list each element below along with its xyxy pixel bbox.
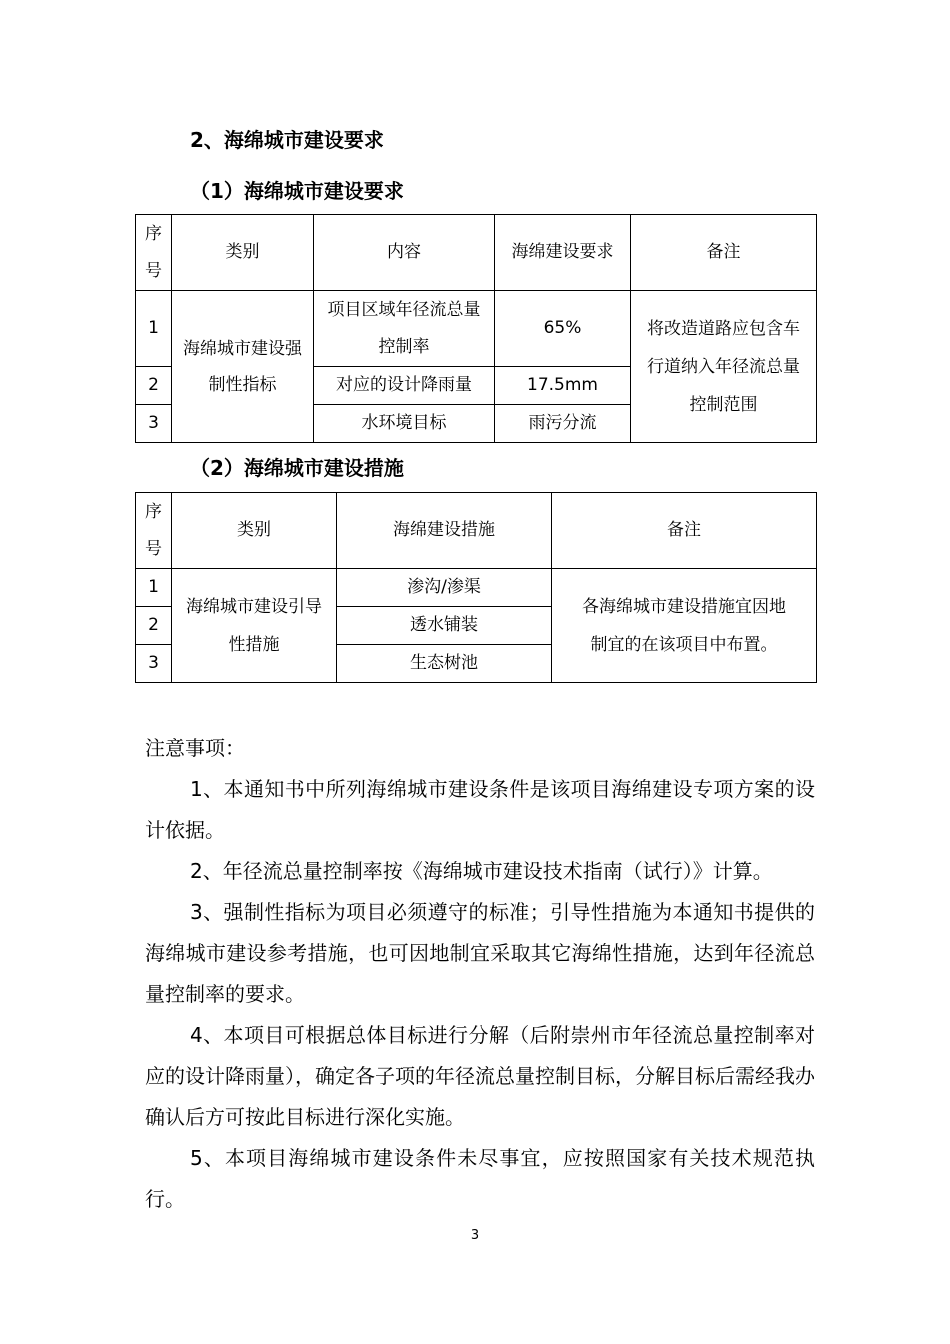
table-row (136, 569, 817, 607)
category-cell: 海绵城市建设引导性措施 (172, 569, 337, 683)
content-cell: 对应的设计降雨量 (314, 367, 495, 405)
requirement-cell: 65% (495, 291, 631, 367)
note-item: 3、强制性指标为项目必须遵守的标准；引导性措施为本通知书提供的海绵城市建设参考措施，也可因地制宜采取其它海绵性措施，达到年径流总量控制率的要求。 (145, 900, 815, 1006)
measure-cell: 渗沟/渗渠 (337, 569, 552, 607)
note-item: 1、本通知书中所列海绵城市建设条件是该项目海绵建设专项方案的设计依据。 (145, 777, 815, 842)
row-seq: 1 (136, 569, 172, 607)
header-requirement: 海绵建设要求 (495, 215, 631, 291)
notes-title: 注意事项： (145, 736, 245, 760)
row-seq: 1 (136, 291, 172, 367)
content-cell: 项目区域年径流总量控制率 (314, 291, 495, 367)
row-seq: 2 (136, 367, 172, 405)
requirements-table (135, 214, 817, 443)
remark-cell: 各海绵城市建设措施宜因地制宜的在该项目中布置。 (552, 569, 817, 683)
header-category: 类别 (172, 215, 314, 291)
row-seq: 3 (136, 645, 172, 683)
header-category: 类别 (172, 493, 337, 569)
requirement-cell: 17.5mm (495, 367, 631, 405)
header-seq: 序号 (136, 493, 172, 569)
note-item: 2、年径流总量控制率按《海绵城市建设技术指南（试行）》计算。 (190, 859, 773, 883)
header-measure: 海绵建设措施 (337, 493, 552, 569)
table-header-row (136, 493, 817, 569)
note-item: 4、本项目可根据总体目标进行分解（后附崇州市年径流总量控制率对应的设计降雨量），确定各子项的年径流总量控制目标，分解目标后需经我办确认后方可按此目标进行深化实施。 (145, 1023, 815, 1129)
row-seq: 2 (136, 607, 172, 645)
note-item: 5、本项目海绵城市建设条件未尽事宜，应按照国家有关技术规范执行。 (145, 1146, 815, 1211)
table2-heading: （2）海绵城市建设措施 (190, 456, 404, 480)
header-remark: 备注 (552, 493, 817, 569)
row-seq: 3 (136, 405, 172, 443)
header-seq: 序号 (136, 215, 172, 291)
section-heading: 2、海绵城市建设要求 (190, 128, 384, 152)
content-cell: 水环境目标 (314, 405, 495, 443)
measure-cell: 透水铺装 (337, 607, 552, 645)
header-content: 内容 (314, 215, 495, 291)
measures-table (135, 492, 817, 683)
header-remark: 备注 (631, 215, 817, 291)
table1-heading: （1）海绵城市建设要求 (190, 179, 404, 203)
page-number: 3 (470, 1228, 480, 1243)
notes-section (145, 728, 815, 1220)
measure-cell: 生态树池 (337, 645, 552, 683)
table-header-row (136, 215, 817, 291)
requirement-cell: 雨污分流 (495, 405, 631, 443)
remark-cell: 将改造道路应包含车行道纳入年径流总量控制范围 (631, 291, 817, 443)
table-row (136, 291, 817, 367)
category-cell: 海绵城市建设强制性指标 (172, 291, 314, 443)
